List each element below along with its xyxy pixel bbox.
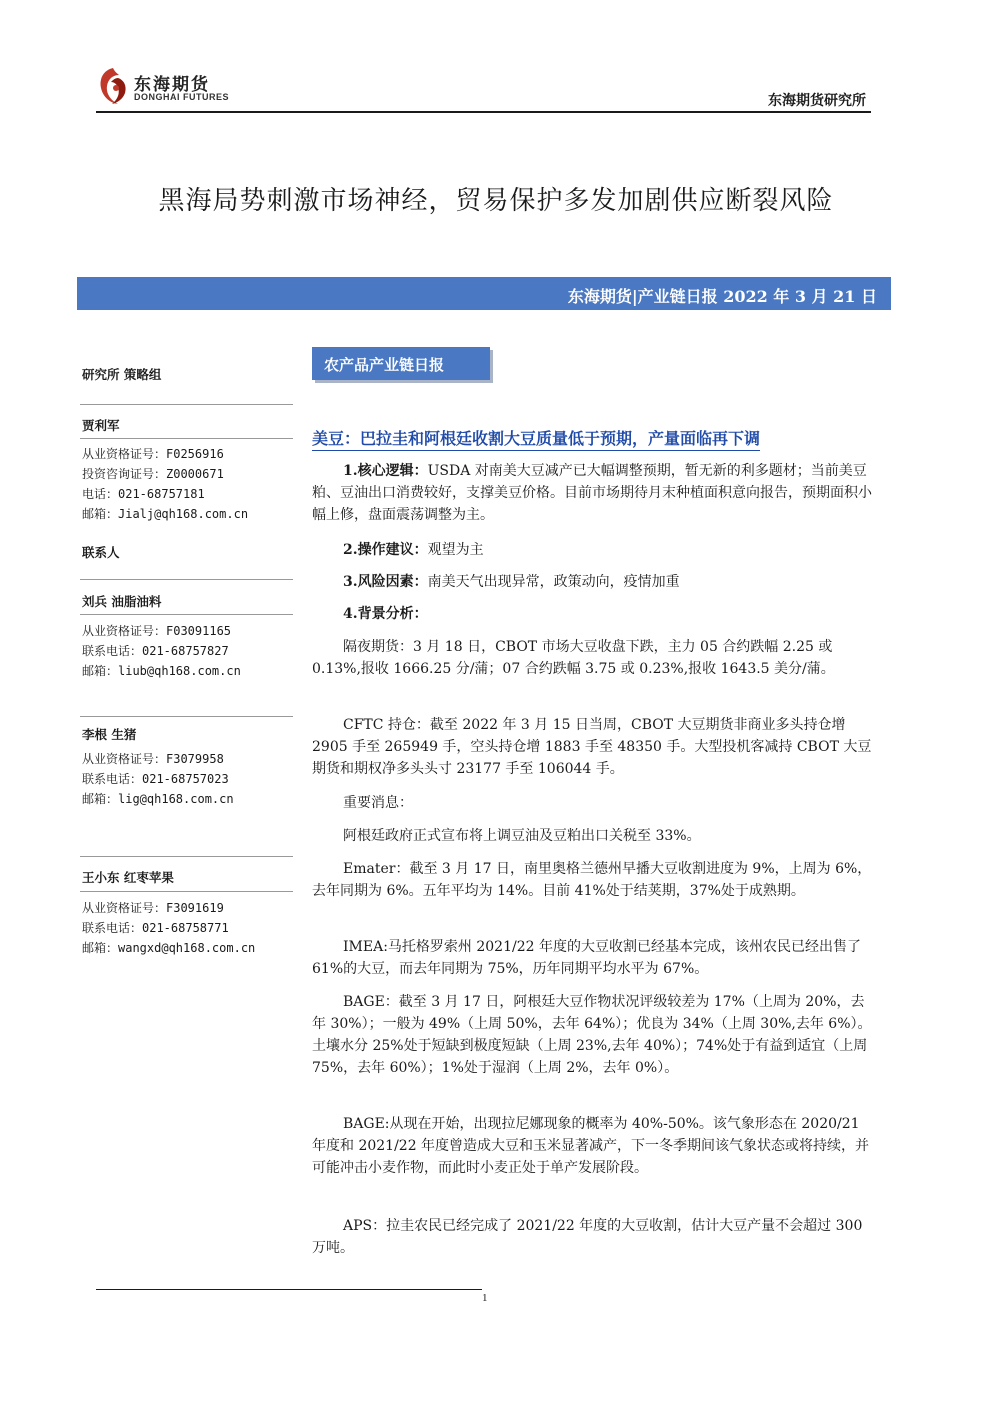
lead-analyst-info: 投资咨询证号：Z0000671 xyxy=(82,467,224,481)
date-banner xyxy=(77,277,891,310)
contact-name: 李根 生猪 xyxy=(82,727,137,742)
background-heading xyxy=(312,603,872,625)
header-divider xyxy=(96,111,871,113)
logo-text-en: DONGHAI FUTURES xyxy=(134,92,229,102)
risk-paragraph xyxy=(312,571,872,593)
lead-analyst-info: 从业资格证号：F0256916 xyxy=(82,447,224,461)
sidebar-divider xyxy=(80,438,293,439)
logo-text-cn: 东海期货 xyxy=(134,75,210,95)
contact-info: 从业资格证号：F03091165 xyxy=(82,624,232,638)
footer-divider xyxy=(96,1289,482,1290)
risk-text: 南美天气出现异常，政策动向，疫情加重 xyxy=(427,574,680,590)
sidebar-divider xyxy=(80,716,293,717)
advice-label: 2.操作建议： xyxy=(343,542,428,558)
body-paragraph: APS：拉圭农民已经完成了 2021/22 年度的大豆收割，估计大豆产量不会超过 300 万吨。 xyxy=(312,1218,863,1256)
body-paragraph: BAGE：截至 3 月 17 日，阿根廷大豆作物状况评级较差为 17%（上周为 20%，去年 30%）；一般为 49%（上周 50%，去年 64%）；优良为 34%（上周 30%,去年 6%）。土壤水分 25%处于短缺到极度短缺（上周 23%,去年 40%）；74%处于有益到适宜（上周 75%，去年 60%）；1%处于湿润（上周 2%，去年 0%）。 xyxy=(312,994,872,1076)
body-paragraph: CFTC 持仓：截至 2022 年 3 月 15 日当周，CBOT 大豆期货非商业多头持仓增 2905 手至 265949 手，空头持仓增 1883 手至 48350 手。大型投机客减持 CBOT 大豆期货和期权净多头头寸 23177 手至 106044 手。 xyxy=(312,717,872,777)
contacts-heading: 联系人 xyxy=(82,545,120,560)
contact-name: 刘兵 油脂油料 xyxy=(82,594,162,609)
lead-analyst-name: 贾利军 xyxy=(82,418,120,433)
advice-paragraph xyxy=(312,539,872,561)
company-logo xyxy=(96,66,236,108)
body-paragraph: 隔夜期货：3 月 18 日，CBOT 市场大豆收盘下跌，主力 05 合约跌幅 2.25 或 0.13%,报收 1666.25 分/蒲；07 合约跌幅 3.75 或 0.23%,报收 1643.5 美分/蒲。 xyxy=(312,639,835,677)
contact-info: 从业资格证号：F3091619 xyxy=(82,901,224,915)
risk-label: 3.风险因素： xyxy=(343,574,428,590)
body-paragraph: Emater：截至 3 月 17 日，南里奥格兰德州早播大豆收割进度为 9%，上周为 6%，去年同期为 6%。五年平均为 14%。目前 41%处于结荚期，37%处于成熟期。 xyxy=(312,861,872,899)
contact-email: 邮箱：wangxd@qh168.com.cn xyxy=(82,941,256,955)
sidebar-divider xyxy=(80,614,293,615)
body-paragraph: BAGE:从现在开始，出现拉尼娜现象的概率为 40%-50%。该气象形态在 2020/21 年度和 2021/22 年度曾造成大豆和玉米显著减产，下一冬季期间该气象状态或将持续，并可能冲击小麦作物，而此时小麦正处于单产发展阶段。 xyxy=(312,1116,870,1176)
contact-email: 邮箱：liub@qh168.com.cn xyxy=(82,664,241,678)
section-tab-label: 农产品产业链日报 xyxy=(324,356,445,374)
core-logic-label: 1.核心逻辑： xyxy=(343,463,428,479)
sidebar-department: 研究所 策略组 xyxy=(82,367,162,382)
dragon-logo-icon xyxy=(96,66,130,106)
core-logic-paragraph xyxy=(312,460,872,526)
article-headline[interactable]: 美豆：巴拉圭和阿根廷收割大豆质量低于预期，产量面临再下调 xyxy=(312,426,760,451)
contact-info: 联系电话：021-68757023 xyxy=(82,772,229,786)
contact-name: 王小东 红枣苹果 xyxy=(82,870,174,885)
contact-email: 邮箱：lig@qh168.com.cn xyxy=(82,792,234,806)
document-title: 黑海局势刺激市场神经，贸易保护多发加剧供应断裂风险 xyxy=(158,186,834,216)
sidebar-divider xyxy=(80,856,293,857)
core-logic-text: USDA 对南美大豆减产已大幅调整预期，暂无新的利多题材；当前美豆粕、豆油出口消费较好，支撑美豆价格。目前市场期待月末种植面积意向报告，预期面积小幅上修，盘面震荡调整为主。 xyxy=(312,463,872,523)
page-number: 1 xyxy=(482,1292,488,1304)
section-tab xyxy=(312,347,490,380)
lead-analyst-email: 邮箱：Jialj@qh168.com.cn xyxy=(82,507,249,521)
sidebar-divider xyxy=(80,891,293,892)
advice-text: 观望为主 xyxy=(427,542,484,558)
contact-info: 从业资格证号：F3079958 xyxy=(82,752,224,766)
lead-analyst-info: 电话：021-68757181 xyxy=(82,487,205,501)
contact-info: 联系电话：021-68758771 xyxy=(82,921,229,935)
body-paragraph: 重要消息： xyxy=(343,795,413,811)
sidebar-divider xyxy=(80,579,293,580)
background-label: 4.背景分析： xyxy=(343,606,428,622)
body-paragraph: 阿根廷政府正式宣布将上调豆油及豆粕出口关税至 33%。 xyxy=(343,828,701,844)
header-organization: 东海期货研究所 xyxy=(768,93,866,109)
sidebar-divider xyxy=(80,404,293,405)
date-banner-text: 东海期货|产业链日报 2022 年 3 月 21 日 xyxy=(567,287,877,306)
body-paragraph: IMEA:马托格罗索州 2021/22 年度的大豆收割已经基本完成，该州农民已经出售了 61%的大豆，而去年同期为 75%，历年同期平均水平为 67%。 xyxy=(312,939,861,977)
contact-info: 联系电话：021-68757827 xyxy=(82,644,229,658)
